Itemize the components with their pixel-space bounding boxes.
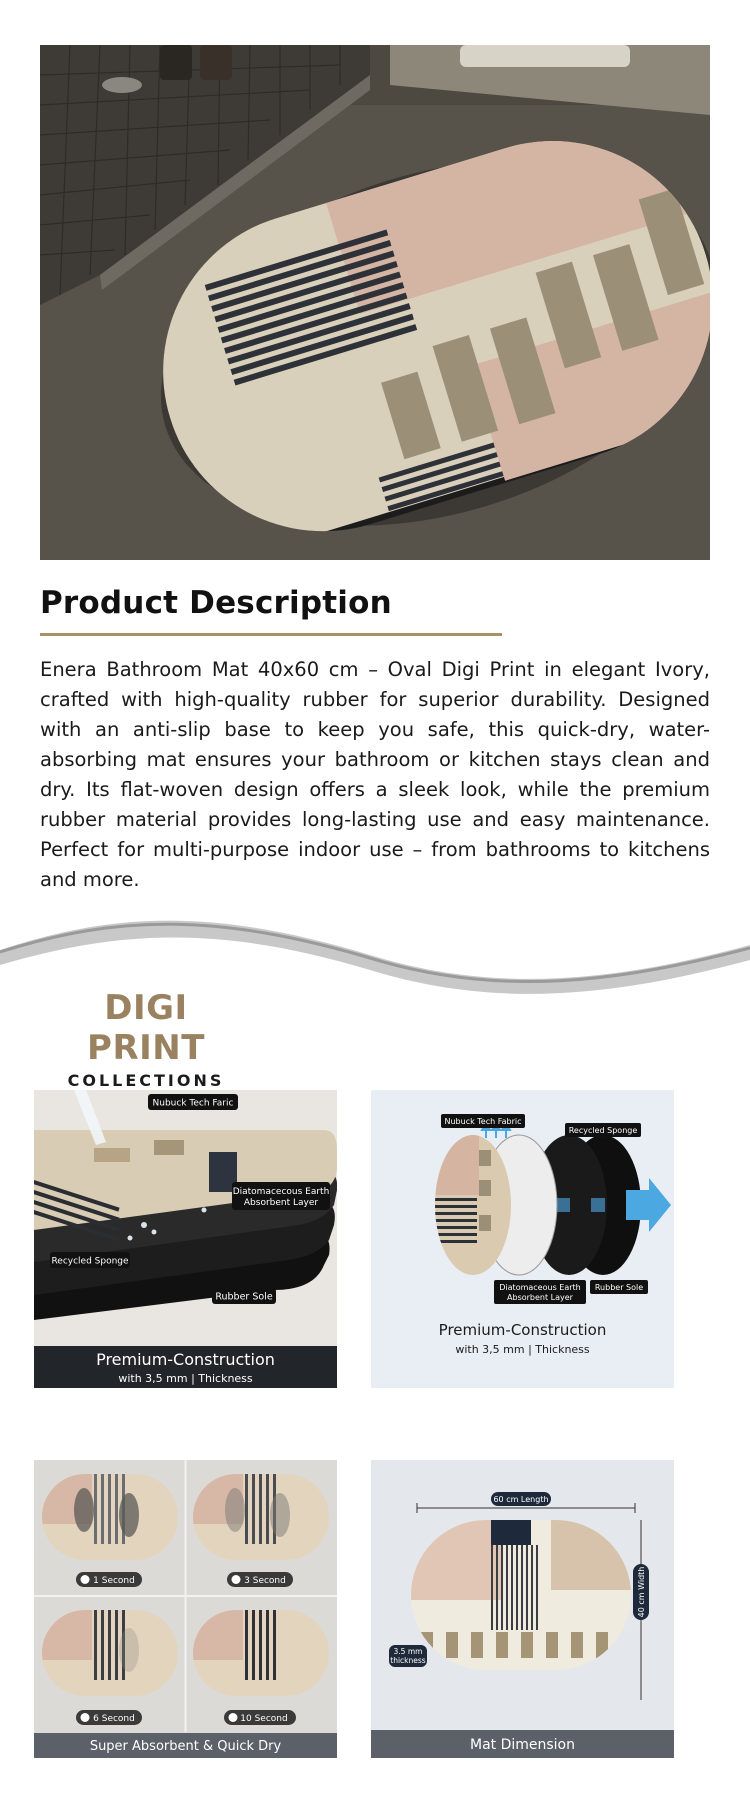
width-label: 40 cm Width [637, 1566, 646, 1618]
dry-time-3: 6 Second [93, 1714, 135, 1724]
hero-product-image [40, 45, 710, 560]
card1-subtitle: with 3,5 mm | Thickness [118, 1372, 253, 1385]
brand-name: DIGI PRINT [87, 988, 205, 1068]
card4-caption: Mat Dimension [469, 1737, 576, 1753]
dry-time-1: 1 Second [93, 1576, 135, 1586]
dry-time-4: 10 Second [240, 1714, 288, 1724]
layers-diagram-card [371, 1090, 674, 1388]
card2-subtitle: with 3,5 mm | Thickness [455, 1343, 590, 1356]
length-label: 60 cm Length [493, 1495, 549, 1504]
label-sponge-2: Recycled Sponge [568, 1126, 638, 1135]
label-sponge: Recycled Sponge [51, 1256, 129, 1267]
label-nubuck: Nubuck Tech Faric [152, 1098, 234, 1109]
quick-dry-card [34, 1460, 337, 1758]
label-earth: Diatomacecous Earth [232, 1187, 330, 1197]
card2-title: Premium-Construction [438, 1321, 607, 1339]
brand-tagline: COLLECTIONS [67, 1071, 225, 1090]
label-nubuck-2: Nubuck Tech Fabric [444, 1117, 522, 1126]
card1-title: Premium-Construction [96, 1350, 275, 1369]
label-earth-4: Absorbent Layer [507, 1293, 573, 1302]
label-sole-2: Rubber Sole [594, 1283, 644, 1292]
label-earth-3: Diatomaceous Earth [499, 1283, 581, 1292]
thickness-label-2: thickness [390, 1656, 426, 1665]
label-sole: Rubber Sole [215, 1291, 273, 1303]
heading-underline [40, 633, 502, 636]
mat-dimension-card [371, 1460, 674, 1758]
label-earth-2: Absorbent Layer [243, 1198, 319, 1208]
thickness-label: 3.5 mm [393, 1647, 423, 1656]
construction-layers-card [34, 1090, 337, 1388]
brand-logo [46, 988, 246, 1090]
dry-time-2: 3 Second [244, 1576, 286, 1586]
product-description-text: Enera Bathroom Mat 40x60 cm – Oval Digi Print in elegant Ivory, crafted with high-quality rubber for superior durability. Designed with an anti-slip base to keep you safe, this quick-dry, water-absorbing mat ensures your bathroom or kitchen stays clean and dry. Its flat-woven design offers a sleek look, while the premium rubber material provides long-lasting use and easy maintenance. Perfect for multi-purpose indoor use – from bathrooms to kitchens and more. [40, 658, 710, 891]
card3-caption: Super Absorbent & Quick Dry [89, 1739, 282, 1754]
product-description-heading: Product Description [40, 585, 392, 621]
